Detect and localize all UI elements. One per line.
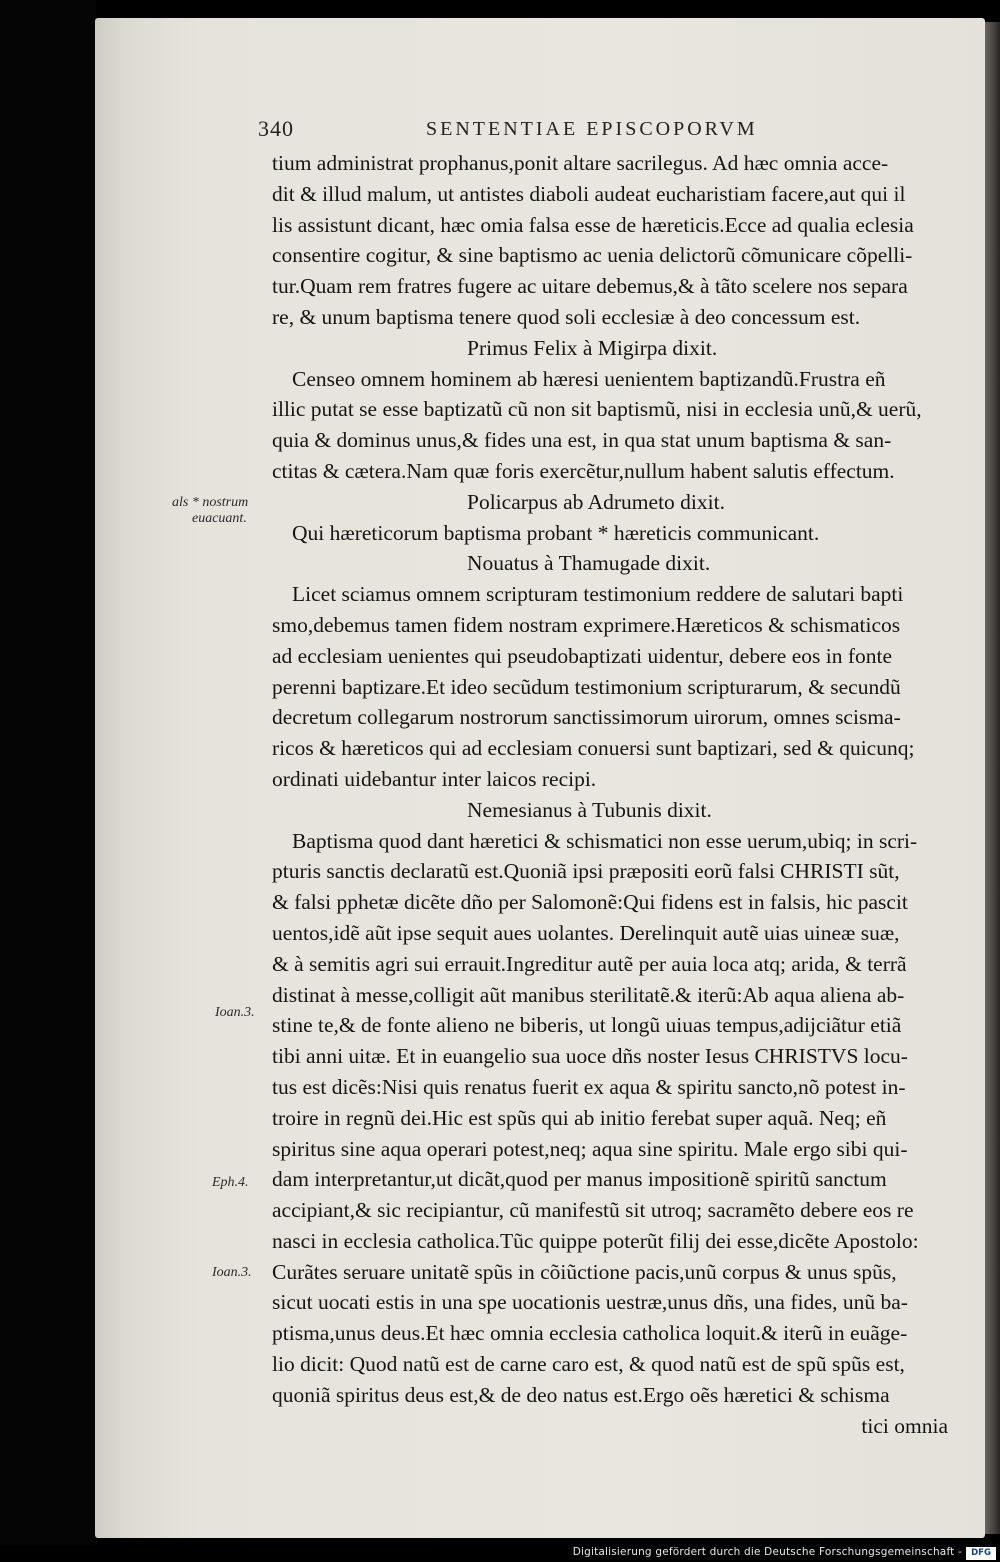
text-line: ptisma,unus deus.Et hæc omnia ecclesia catholica loquit.& iterũ in euãge- bbox=[272, 1321, 908, 1346]
speaker-heading: Policarpus ab Adrumeto dixit. bbox=[467, 489, 725, 514]
catchword: tici omnia bbox=[861, 1413, 948, 1438]
dfg-logo: DFG bbox=[966, 1547, 996, 1560]
text-line: stine te,& de fonte alieno ne biberis, ut longũ uiuas tempus,adijciãtur etiã bbox=[272, 1013, 902, 1038]
text-line: Baptisma quod dant hæretici & schismatici non esse uerum,ubiq; in scri- bbox=[292, 828, 918, 853]
text-line: sicut uocati estis in una spe uocationis uestræ,unus dñs, una fides, unũ ba- bbox=[272, 1290, 908, 1315]
text-line: Qui hæreticorum baptisma probant * hæreticis communicant. bbox=[292, 520, 820, 545]
text-line: smo,debemus tamen fidem nostram exprimere.Hæreticos & schismaticos bbox=[272, 612, 901, 637]
text-line: pturis sanctis declaratũ est.Quoniã ipsi præpositi eorũ falsi CHRISTI sũt, bbox=[272, 859, 900, 884]
marginal-note: Ioan.3. bbox=[212, 1265, 252, 1280]
marginal-note-line: euacuant. bbox=[192, 511, 247, 526]
text-line: re, & unum baptisma tenere quod soli ecclesiæ à deo concessum est. bbox=[272, 304, 861, 329]
text-line: accipiant,& sic recipiantur, cũ manifestũ sit utroq; sacramẽto debere eos re bbox=[272, 1198, 914, 1223]
speaker-heading: Nouatus à Thamugade dixit. bbox=[467, 551, 711, 576]
text-line: tus est dicẽs:Nisi quis renatus fuerit ex aqua & spiritu sancto,nõ potest in- bbox=[272, 1074, 906, 1099]
text-line: consentire cogitur, & sine baptismo ac uenia delictorũ cõmunicare cõpelli- bbox=[272, 243, 913, 268]
text-line: spiritus sine aqua operari potest,neq; aqua sine spiritu. Male ergo sibi qui- bbox=[272, 1136, 908, 1161]
text-line: dit & illud malum, ut antistes diaboli audeat eucharistiam facere,aut qui il bbox=[272, 181, 906, 206]
text-line: & falsi pphetæ dicẽte dño per Salomonẽ:Qui fidens est in falsis, hic pascit bbox=[272, 890, 908, 915]
marginal-note: Ioan.3. bbox=[215, 1005, 255, 1020]
text-line: ordinati uidebantur inter laicos recipi. bbox=[272, 766, 597, 791]
page-number: 340 bbox=[258, 116, 294, 141]
text-line: decretum collegarum nostrorum sanctissimorum uirorum, omnes scisma- bbox=[272, 705, 901, 730]
text-line: lio dicit: Quod natũ est de carne caro est, & quod natũ est de spũ spũs est, bbox=[272, 1352, 905, 1377]
text-line: perenni baptizare.Et ideo secũdum testimonium scripturarum, & secundũ bbox=[272, 674, 901, 699]
text-line: illic putat se esse baptizatũ cũ non sit baptismũ, nisi in ecclesia unũ,& uerũ, bbox=[272, 397, 922, 422]
marginal-note bbox=[172, 495, 248, 527]
text-line: dam interpretantur,ut dicãt,quod per manus impositionẽ spiritũ sanctum bbox=[272, 1167, 887, 1192]
body-text bbox=[272, 148, 962, 1441]
binding-shadow bbox=[0, 0, 96, 1545]
text-line: quia & dominus unus,& fides una est, in qua stat unum baptisma & san- bbox=[272, 428, 892, 453]
text-line: ad ecclesiam uenientes qui pseudobaptizati uidentur, debere eos in fonte bbox=[272, 643, 893, 668]
text-line: & à semitis agri sui errauit.Ingreditur autẽ per auia loca atq; arida, & terrã bbox=[272, 951, 907, 976]
running-head: SENTENTIAE EPISCOPORVM bbox=[426, 118, 758, 140]
footer-credit: Digitalisierung gefördert durch die Deutsche Forschungsgemeinschaft - bbox=[572, 1546, 962, 1558]
text-line: quoniã spiritus deus est,& de deo natus est.Ergo oẽs hæretici & schisma bbox=[272, 1382, 890, 1407]
text-line: ricos & hæreticos qui ad ecclesiam conuersi sunt baptizari, sed & quicunq; bbox=[272, 736, 915, 761]
speaker-heading: Primus Felix à Migirpa dixit. bbox=[467, 335, 718, 360]
speaker-heading: Nemesianus à Tubunis dixit. bbox=[467, 797, 712, 822]
text-line: nasci in ecclesia catholica.Tũc quippe poterũt filij dei esse,dicẽte Apostolo: bbox=[272, 1228, 919, 1253]
text-line: lis assistunt dicant, hæc omia falsa esse de hæreticis.Ecce ad qualia eclesia bbox=[272, 212, 914, 237]
text-line: ctitas & cætera.Nam quæ foris exercẽtur,nullum habent salutis effectum. bbox=[272, 458, 895, 483]
text-line: tur.Quam rem fratres fugere ac uitare debemus,& à tãto scelere nos separa bbox=[272, 274, 908, 299]
text-line: troire in regnũ dei.Hic est spũs qui ab initio ferebat super aquã. Neq; eñ bbox=[272, 1105, 887, 1130]
text-line: tium administrat prophanus,ponit altare sacrilegus. Ad hæc omnia acce- bbox=[272, 151, 889, 175]
page-header bbox=[250, 116, 790, 142]
text-line: uentos,idẽ aũt ipse sequit aues uolantes. Derelinquit autẽ uias uineæ suæ, bbox=[272, 920, 900, 945]
text-line: Censeo omnem hominem ab hæresi uenientem baptizandũ.Frustra eñ bbox=[292, 366, 886, 391]
text-line: distinat à messe,colligit aũt manibus sterilitatẽ.& iterũ:Ab aqua aliena ab- bbox=[272, 982, 905, 1007]
text-line: Curãtes seruare unitatẽ spũs in cõiũctione pacis,unũ corpus & unus spũs, bbox=[272, 1259, 897, 1284]
marginal-note-line: als * nostrum bbox=[172, 495, 249, 510]
marginal-note: Eph.4. bbox=[212, 1175, 249, 1190]
text-line: Licet sciamus omnem scripturam testimonium reddere de salutari bapti bbox=[292, 582, 904, 607]
text-line: tibi anni uitæ. Et in euangelio sua uoce dñs noster Iesus CHRISTVS locu- bbox=[272, 1044, 908, 1069]
page-edge-shadow bbox=[985, 22, 1000, 1534]
